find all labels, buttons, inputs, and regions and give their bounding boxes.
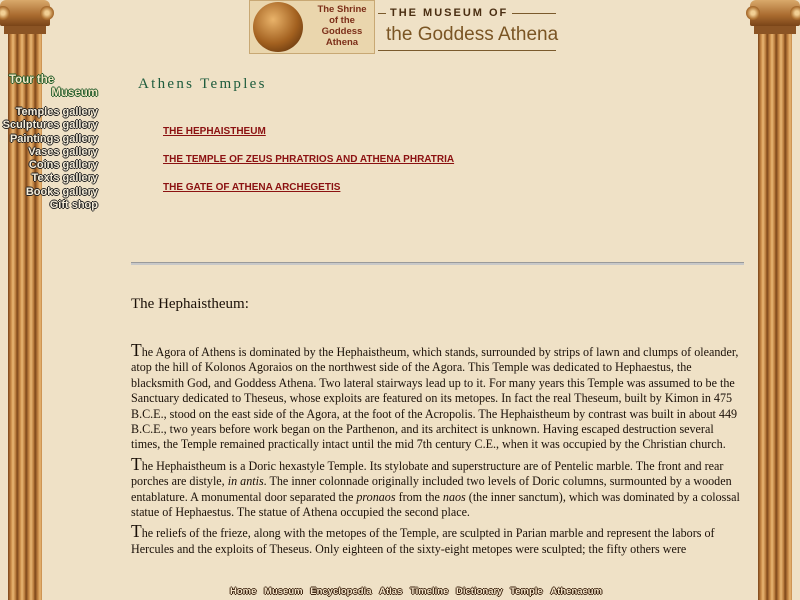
paragraph: The Hephaistheum is a Doric hexastyle Temple. Its stylobate and superstructure are of Pentelic marble. The front and rear porches are distyle, in antis. The inner colonnade originally included two levels of Doric columns, surmounted by a wooden entablature. A monumental door separated the pronaos from the naos (the inner sanctum), which was dominated by a colossal statue of Hephaestus. The statue of Athena occupied the second place. [131, 453, 740, 520]
paragraph: The reliefs of the frieze, along with the metopes of the Temple, are sculpted in Parian marble and represent the labors of Hercules and the exploits of Theseus. Only eighteen of the sixty-eight metopes were sculpted; the fifty others were [131, 521, 715, 556]
footer-link-temple[interactable]: Temple [510, 586, 543, 597]
section-heading: The Hephaistheum: [131, 296, 249, 312]
page-title: Athens Temples [138, 76, 267, 92]
footer-link-museum[interactable]: Museum [264, 586, 303, 597]
nav-tour-the-museum-line2[interactable]: Museum [51, 87, 98, 99]
footer-link-encyclopedia[interactable]: Encyclopedia [310, 586, 372, 597]
side-nav [2, 74, 98, 212]
site-title[interactable]: the Goddess Athena [386, 24, 559, 45]
toc-link-temple-of-zeus[interactable]: THE TEMPLE OF ZEUS PHRATRIOS AND ATHENA PHRATRIA [163, 154, 455, 165]
main-content [131, 0, 745, 600]
footer-link-home[interactable]: Home [230, 586, 257, 597]
nav-item-coins-gallery[interactable]: Coins gallery [28, 159, 98, 172]
drop-cap: T [131, 521, 142, 542]
footer-link-timeline[interactable]: Timeline [410, 586, 449, 597]
footer-link-athenaeum[interactable]: Athenaeum [550, 586, 603, 597]
nav-tour-the-museum[interactable]: Tour the [9, 74, 55, 86]
nav-item-gift-shop[interactable]: Gift shop [49, 199, 98, 212]
footer-link-dictionary[interactable]: Dictionary [456, 586, 503, 597]
nav-item-temples-gallery[interactable]: Temples gallery [15, 106, 98, 118]
drop-cap: T [131, 453, 142, 474]
toc-link-gate-of-athena[interactable]: THE GATE OF ATHENA ARCHEGETIS [163, 182, 341, 193]
drop-cap: T [131, 340, 142, 360]
footer-link-atlas[interactable]: Atlas [379, 586, 403, 597]
toc-link-hephaistheum[interactable]: THE HEPHAISTHEUM [163, 126, 266, 137]
museum-label: THE MUSEUM OF [386, 7, 512, 19]
paragraph: The Agora of Athens is dominated by the Hephaistheum, which stands, surrounded by strips of lawn and clumps of oleander, atop the hill of Kolonos Agoraios on the northwest side of the Agora. This Temple was dedicated to Hephaestus, the blacksmith God, and Goddess Athena. Two lateral stairways lead up to it. For many years this Temple was assumed to be the Sanctuary dedicated to Theseus, whose exploits are featured on its metopes. In fact the real Theseum, built by Kimon in 475 B.C.E., stood on the east side of the Agora, at the foot of the Acropolis. The Hephaistheum by contrast was built in about 449 B.C.E., two years before work began on the Parthenon, and its architect is unknown. Having escaped destruction several times, the Temple remained practically intact until the mid 7th century C.E., when it was occupied by the Christian church. [131, 340, 739, 452]
horizontal-divider [131, 262, 744, 265]
nav-item-paintings-gallery[interactable]: Paintings gallery [9, 132, 98, 145]
nav-item-vases-gallery[interactable]: Vases gallery [28, 145, 98, 158]
article-body [131, 340, 743, 562]
bottom-nav [230, 586, 607, 597]
shrine-logo-text: The Shrine of the Goddess Athena [317, 4, 367, 48]
nav-item-books-gallery[interactable]: Books gallery [25, 185, 98, 198]
right-column-decoration [750, 0, 800, 600]
nav-item-texts-gallery[interactable]: Texts gallery [31, 172, 98, 185]
nav-item-sculptures-gallery[interactable]: Sculptures gallery [2, 119, 98, 132]
